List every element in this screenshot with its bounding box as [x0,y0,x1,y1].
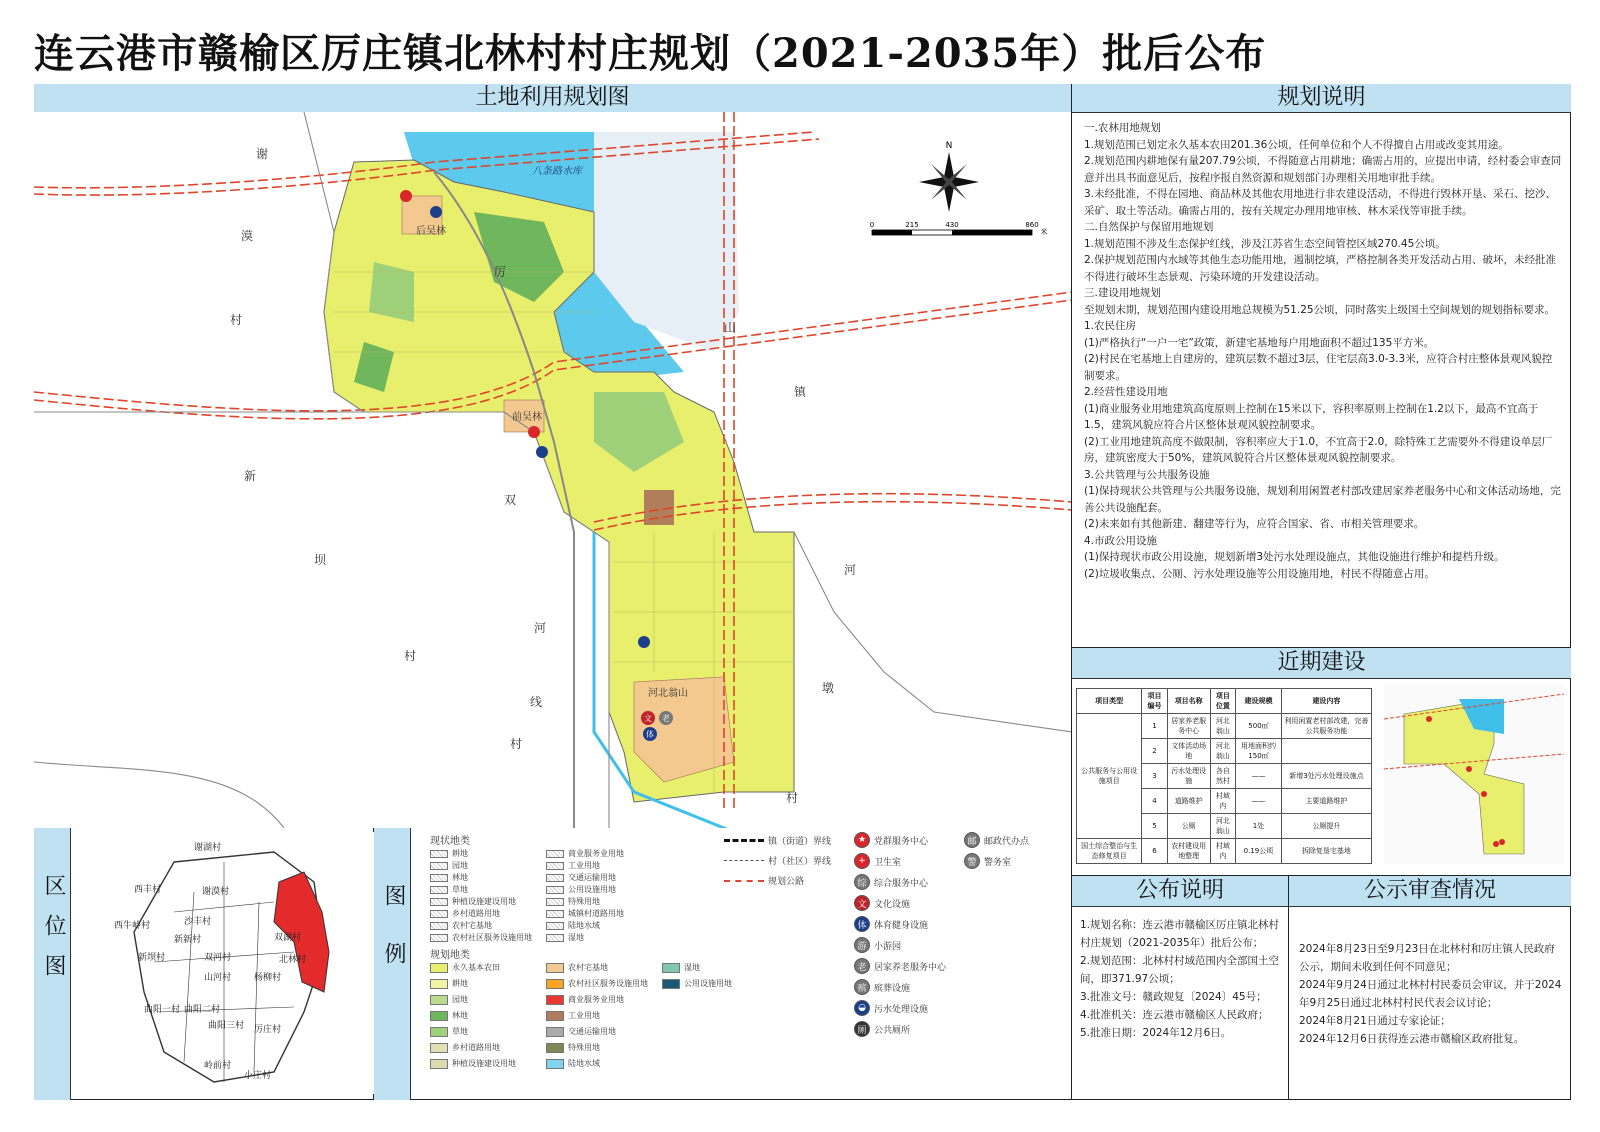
legend-icon-item [854,874,928,890]
legend-item-label: 工业用地 [568,1011,600,1020]
legend-icon-item [854,1000,928,1016]
explain-line: (2)村民在宅基地上自建房的，建筑层数不超过3层，住宅层高3.0-3.3米，应符合村庄整体景观风貌控制要求。 [1084,353,1553,382]
legend-item-label: 殡葬设施 [874,983,911,994]
explain-line: (1)保持现状市政公用设施，规划新增3处污水处理设施点，其他设施进行维护和提档升级。 [1084,551,1505,563]
legend-item-label: 耕地 [452,979,468,988]
location-village-name: 西丰村 [134,885,162,895]
explanation-header: 规划说明 [1072,84,1571,113]
legend-swatch [546,922,564,930]
explain-line: (2)工业用地建筑高度不做限制，容积率应大于1.0，不宜高于2.0，除特殊工艺需要外不得建设单层厂房，建筑密度大于50%，建筑风貌符合片区整体景观风貌控制要求。 [1084,435,1553,464]
table-cell: —— [1236,764,1282,789]
svg-text:430: 430 [945,221,959,229]
legend-icon-item [964,832,1029,848]
recent-construction-panel [1072,648,1571,876]
svg-text:双: 双 [504,493,517,507]
legend-item-label: 交通运输用地 [568,1027,616,1036]
location-village-name: 岭前村 [204,1061,232,1071]
legend-plan-item [546,962,608,973]
table-cell: 公厕 [1167,814,1210,839]
explain-line: 1.规划范围不涉及生态保护红线，涉及江苏省生态空间管控区域270.45公顷。 [1084,237,1446,250]
legend-item-label: 草地 [452,1027,468,1036]
explain-line: (1)商业服务业用地建筑高度原则上控制在15米以下，容积率原则上控制在1.2以下，最高不宜高于1.5，建筑风貌应符合片区整体景观风貌控制要求。 [1084,402,1539,431]
legend-item-label: 种植设施建设用地 [452,897,516,906]
table-cell: 500㎡ [1236,714,1282,739]
legend-line-item [724,834,831,847]
svg-text:村: 村 [510,737,523,751]
legend-swatch [546,850,564,858]
explain-line: 2.经营性建设用地 [1084,386,1168,398]
review-text [1299,940,1563,1048]
legend-item-label: 乡村道路用地 [452,1043,500,1052]
legend-plan-item [546,1026,616,1037]
legend-item-label: 乡村道路用地 [452,909,500,918]
publish-line: 4.批准机关：连云港市赣榆区人民政府； [1080,1009,1269,1021]
table-row [1077,839,1372,864]
explain-line: 至规划末期，规划范围内建设用地总规模为51.25公顷，同时落实上级国土空间规划的规划指标要求。 [1084,303,1556,316]
legend-status-item [430,860,468,871]
legend-item-label: 商业服务业用地 [568,995,624,1004]
location-panel [34,828,374,1100]
svg-text:河北翁山: 河北翁山 [648,688,688,699]
legend-swatch [430,979,448,989]
review-header: 公示审查情况 [1289,876,1571,907]
recent-col-header: 建设内容 [1281,689,1371,714]
legend-status-item [430,920,492,931]
legend-swatch [430,1043,448,1053]
location-village-name: 杨柳村 [254,973,282,983]
legend-item-label: 综合服务中心 [874,878,929,889]
legend-swatch [430,1059,448,1069]
legend-status-item [430,896,516,907]
legend-item-label: 规划公路 [768,877,805,887]
legend-swatch [430,898,448,906]
legend-icon-item [854,1021,910,1037]
svg-text:坝: 坝 [314,553,327,567]
svg-text:村: 村 [786,791,799,805]
explain-line: 一.农林用地规划 [1084,122,1161,134]
legend-item-label: 陆地水域 [568,1059,600,1068]
legend-item-label: 种植设施建设用地 [452,1059,516,1068]
review-line: 2024年12月6日获得连云港市赣榆区政府批复。 [1299,1033,1525,1045]
legend-item-label: 特殊用地 [568,897,600,906]
svg-text:村: 村 [230,313,243,327]
legend-status-item [430,848,468,859]
svg-text:镇: 镇 [794,385,807,399]
legend-item-label: 党群服务中心 [874,836,929,847]
legend-item-label: 镇（街道）界线 [768,837,832,847]
legend-swatch [430,886,448,894]
location-village-name: 双河村 [204,953,232,963]
legend-icon-item [854,916,928,932]
legend-item-label: 公共厕所 [874,1025,911,1036]
svg-text:山: 山 [724,321,737,335]
小游园-icon: 游 [854,937,870,953]
explain-line: (2)未来如有其他新建、翻建等行为，应符合国家、省、市相关管理要求。 [1084,518,1425,530]
legend-item-label: 交通运输用地 [568,873,616,882]
legend-item-label: 工业用地 [568,861,600,870]
legend-plan-item [546,1058,600,1069]
svg-text:老: 老 [662,714,670,723]
recent-col-header: 项目编号 [1142,689,1167,714]
review-line: 2024年9月24日通过北林村村民委员会审议，并于2024年9月25日通过北林村村民代表会议讨论； [1299,979,1562,1009]
svg-text:米: 米 [1040,228,1048,236]
svg-text:河: 河 [844,563,857,577]
table-cell: 河北翁山 [1210,739,1235,764]
location-village-name: 小庄村 [244,1071,272,1081]
legend-swatch [430,963,448,973]
location-village-name: 曲阳三村 [208,1021,245,1031]
explain-line: 二.自然保护与保留用地规划 [1084,221,1214,233]
legend-swatch [430,910,448,918]
legend-plan-title: 规划地类 [430,950,470,961]
legend-plan-item [430,994,468,1005]
recent-col-header: 建设规模 [1236,689,1282,714]
卫生室-icon: + [854,853,870,869]
legend-item-label: 湿地 [568,933,584,942]
location-village-name: 新新村 [174,935,202,945]
legend-status-item [430,872,468,883]
legend-panel [374,828,1072,1100]
邮政代办点-icon: 邮 [964,832,980,848]
legend-item-label: 村（社区）界线 [768,857,832,867]
explain-line: 2.保护规划范围内水域等其他生态功能用地，遏制挖填，严格控制各类开发活动占用、破坏，未经批准不得进行破坏生态景观、污染环境的开发建设活动。 [1084,254,1557,283]
legend-item-label: 陆地水域 [568,921,600,930]
land-use-map-panel [34,84,1072,828]
legend-swatch [546,963,564,973]
review-line: 2024年8月23日至9月23日在北林村和厉庄镇人民政府公示，期间未收到任何不同意见； [1299,943,1555,973]
location-village-name: 厉庄村 [254,1025,282,1035]
recent-header: 近期建设 [1072,648,1571,679]
legend-plan-item [430,978,468,989]
location-village-name: 西牛岭村 [114,921,151,931]
legend-item-label: 农村宅基地 [568,963,608,972]
table-row [1077,714,1372,739]
table-cell: 0.19公顷 [1236,839,1282,864]
legend-item-label: 体育健身设施 [874,920,929,931]
table-cell: 居家养老服务中心 [1167,714,1210,739]
location-village-name: 沙丰村 [184,917,212,927]
table-cell: 主要道路维护 [1281,789,1371,814]
legend-swatch [546,898,564,906]
legend-plan-item [546,1042,600,1053]
publish-text [1080,916,1284,1042]
explain-line: (1)严格执行“一户一宅”政策，新建宅基地每户用地面积不超过135平方米。 [1084,336,1435,349]
legend-swatch [546,1027,564,1037]
table-cell: 用地面积约150㎡ [1236,739,1282,764]
explanation-text [1084,120,1562,582]
legend-icon-item [854,895,910,911]
location-map [74,832,374,1094]
location-label: 区位图 [41,874,66,994]
殡葬设施-icon: 殡 [854,979,870,995]
legend-swatch [546,1059,564,1069]
svg-text:新: 新 [244,469,257,483]
publish-line: 5.批准日期：2024年12月6日。 [1080,1027,1232,1039]
svg-text:215: 215 [905,221,919,229]
legend-item-label: 文化设施 [874,899,911,910]
explain-line: 1.规划范围已划定永久基本农田201.36公顷，任何单位和个人不得擅自占用或改变其用途。 [1084,138,1509,151]
table-cell: 道路维护 [1167,789,1210,814]
svg-text:厉: 厉 [494,265,507,279]
page-title: 连云港市赣榆区厉庄镇北林村村庄规划（2021-2035年）批后公布 [34,30,1267,77]
table-cell: 村域内 [1210,839,1235,864]
legend-plan-item [546,978,648,989]
legend-icon-item [854,958,946,974]
table-cell: 村域内 [1210,789,1235,814]
explain-line: 4.市政公用设施 [1084,534,1158,547]
legend-status-item [546,860,600,871]
map-label-xie: 谢 [256,147,269,161]
legend-status-item [546,908,624,919]
location-village-name: 双湖村 [274,933,302,943]
legend-plan-item [662,962,700,973]
legend-line-swatch [724,880,764,882]
explain-line: 1.农民住房 [1084,320,1137,332]
legend-swatch [546,886,564,894]
legend-plan-item [546,1010,600,1021]
legend-status-item [430,884,468,895]
legend-swatch [546,874,564,882]
svg-text:河: 河 [534,621,547,635]
publish-line: 1.规划名称：连云港市赣榆区厉庄镇北林村村庄规划（2021-2035年）批后公布； [1080,919,1280,949]
location-village-name: 谢湖村 [194,843,222,853]
legend-item-label: 永久基本农田 [452,963,500,972]
legend-swatch [546,1011,564,1021]
location-village-name: 北林村 [279,955,307,965]
legend-item-label: 城镇村道路用地 [568,909,624,918]
legend-line-swatch [724,839,764,842]
svg-text:前吴林: 前吴林 [512,412,542,423]
综合服务中心-icon: 综 [854,874,870,890]
legend-swatch [430,874,448,882]
legend-item-label: 园地 [452,995,468,1004]
legend-swatch [546,862,564,870]
党群服务中心-icon: ★ [854,832,870,848]
污水处理设施-icon: ◒ [854,1000,870,1016]
recent-table-wrap [1076,688,1376,864]
review-panel [1289,876,1571,1100]
svg-text:文: 文 [644,714,652,723]
land-use-map[interactable] [34,112,1072,828]
legend-status-item [430,932,532,943]
legend-swatch [546,1043,564,1053]
table-cell: 河北翁山 [1210,714,1235,739]
svg-text:线: 线 [530,695,543,709]
legend-swatch [662,979,680,989]
legend-swatch [546,979,564,989]
explain-line: 2.规划范围内耕地保有量207.79公顷，不得随意占用耕地；确需占用的，应提出申请，经村委会审查同意并出具书面意见后，按程序报自然资源和规划部门办理相关用地审批手续。 [1084,155,1562,184]
legend-status-item [546,920,600,931]
legend-icon-item [964,853,1011,869]
legend-item-label: 污水处理设施 [874,1004,929,1015]
location-village-name: 曲阳一村 [144,1005,181,1015]
legend-swatch [430,995,448,1005]
legend-plan-item [546,994,624,1005]
legend-item-label: 耕地 [452,849,468,858]
legend-swatch [430,862,448,870]
legend-item-label: 公用设施用地 [568,885,616,894]
legend-swatch [546,934,564,942]
legend-status-item [546,848,624,859]
legend-plan-item [430,1026,468,1037]
legend-item-label: 特殊用地 [568,1043,600,1052]
table-cell: 农村建设用地整理 [1167,839,1210,864]
legend-item-label: 农村社区服务设施用地 [568,979,648,988]
table-cell: 文体活动场地 [1167,739,1210,764]
review-line: 2024年8月21日通过专家论证； [1299,1015,1451,1027]
legend-icon-item [854,853,901,869]
recent-group-b: 国土综合整治与生态修复项目 [1077,839,1142,864]
publish-line: 3.批准文号：赣政规复〔2024〕45号； [1080,991,1267,1003]
体育健身设施-icon: 体 [854,916,870,932]
table-cell: 3 [1142,764,1167,789]
table-cell: —— [1236,789,1282,814]
公共厕所-icon: 厕 [854,1021,870,1037]
legend-swatch [546,995,564,1005]
recent-group-a: 公共服务与公用设施项目 [1077,714,1142,839]
table-cell [1281,739,1371,764]
legend-item-label: 农村宅基地 [452,921,492,930]
table-cell: 新增3处污水处理设施点 [1281,764,1371,789]
table-cell: 河北翁山 [1210,814,1235,839]
location-village-name: 新坝村 [138,953,166,963]
legend-status-item [546,872,616,883]
legend-label: 图例 [381,884,406,1000]
legend-item-label: 林地 [452,873,468,882]
planning-explanation-panel [1072,84,1571,648]
legend-line-item [724,854,831,867]
svg-text:体: 体 [646,730,654,739]
legend-line-swatch [724,860,764,861]
legend-item-label: 林地 [452,1011,468,1020]
recent-col-header: 项目名称 [1167,689,1210,714]
legend-plan-item [430,1058,516,1069]
explain-line: 3.公共管理与公共服务设施 [1084,468,1210,481]
location-village-name: 曲阳二村 [184,1005,221,1015]
legend-swatch [430,1027,448,1037]
legend-item-label: 园地 [452,861,468,870]
publish-line: 2.规划范围：北林村村域范围内全部国土空间，即371.97公顷； [1080,955,1280,985]
legend-item-label: 邮政代办点 [984,836,1030,847]
svg-text:后吴林: 后吴林 [416,226,446,237]
legend-item-label: 商业服务业用地 [568,849,624,858]
table-cell: 5 [1142,814,1167,839]
legend-icon-item [854,832,928,848]
legend-swatch [430,922,448,930]
legend-plan-item [430,962,500,973]
svg-text:墩: 墩 [822,681,835,695]
table-cell: 公厕提升 [1281,814,1371,839]
reservoir-label: 八条路水库 [532,166,582,177]
svg-text:860: 860 [1025,221,1039,229]
legend-status-item [430,908,500,919]
legend-item-label: 草地 [452,885,468,894]
legend-swatch [430,934,448,942]
svg-text:0: 0 [869,221,875,229]
table-cell: 4 [1142,789,1167,814]
legend-swatch [546,910,564,918]
location-village-name: 山河村 [204,973,232,983]
recent-col-header: 项目类型 [1077,689,1142,714]
table-cell: 各自然村 [1210,764,1235,789]
explain-line: (2)垃圾收集点、公厕、污水处理设施等公用设施用地，村民不得随意占用。 [1084,567,1435,580]
legend-status-item [546,896,600,907]
legend-status-item [546,932,584,943]
map-header: 土地利用规划图 [34,84,1071,113]
legend-line-item [724,874,804,887]
legend-item-label: 农村社区服务设施用地 [452,933,532,942]
svg-text:漠: 漠 [241,229,254,243]
legend-plan-item [430,1010,468,1021]
legend-swatch [430,850,448,858]
文化设施-icon: 文 [854,895,870,911]
legend-item-label: 小游园 [874,941,902,952]
table-cell: 2 [1142,739,1167,764]
table-cell: 1 [1142,714,1167,739]
legend-icon-item [854,979,910,995]
explain-line: 三.建设用地规划 [1084,287,1161,299]
legend-plan-item [662,978,732,989]
legend-item-label: 警务室 [984,857,1012,868]
recent-table [1076,688,1372,864]
table-cell: 利用闲置老村部改建，完善公共服务功能 [1281,714,1371,739]
recent-construction-thumbnail-map [1384,684,1564,864]
legend-status-title: 现状地类 [430,836,470,847]
legend-item-label: 居家养老服务中心 [874,962,947,973]
svg-text:村: 村 [404,649,417,663]
居家养老服务中心-icon: 老 [854,958,870,974]
svg-text:N: N [945,141,953,151]
table-cell: 1处 [1236,814,1282,839]
legend-plan-item [430,1042,500,1053]
legend-swatch [430,1011,448,1021]
table-cell: 6 [1142,839,1167,864]
table-cell: 拆除复垦宅基地 [1281,839,1371,864]
legend-item-label: 公用设施用地 [684,979,732,988]
legend-icon-item [854,937,901,953]
警务室-icon: 警 [964,853,980,869]
legend-item-label: 卫生室 [874,857,902,868]
publish-header: 公布说明 [1072,876,1288,907]
publish-panel [1072,876,1289,1100]
location-village-name: 谢漠村 [202,887,230,897]
explain-line: 3.未经批准，不得在园地、商品林及其他农用地进行非农建设活动，不得进行毁林开垦、采石、挖沙、采矿、取土等活动。确需占用的，按有关规定办理用地审核、林木采伐等审批手续。 [1084,188,1557,217]
recent-col-header: 项目位置 [1210,689,1235,714]
table-cell: 污水处理设施 [1167,764,1210,789]
explain-line: (1)保持现状公共管理与公共服务设施，规划利用闲置老村部改建居家养老服务中心和文体活动场地，完善公共设施配套。 [1084,485,1561,514]
legend-item-label: 湿地 [684,963,700,972]
legend-swatch [662,963,680,973]
legend-status-item [546,884,616,895]
